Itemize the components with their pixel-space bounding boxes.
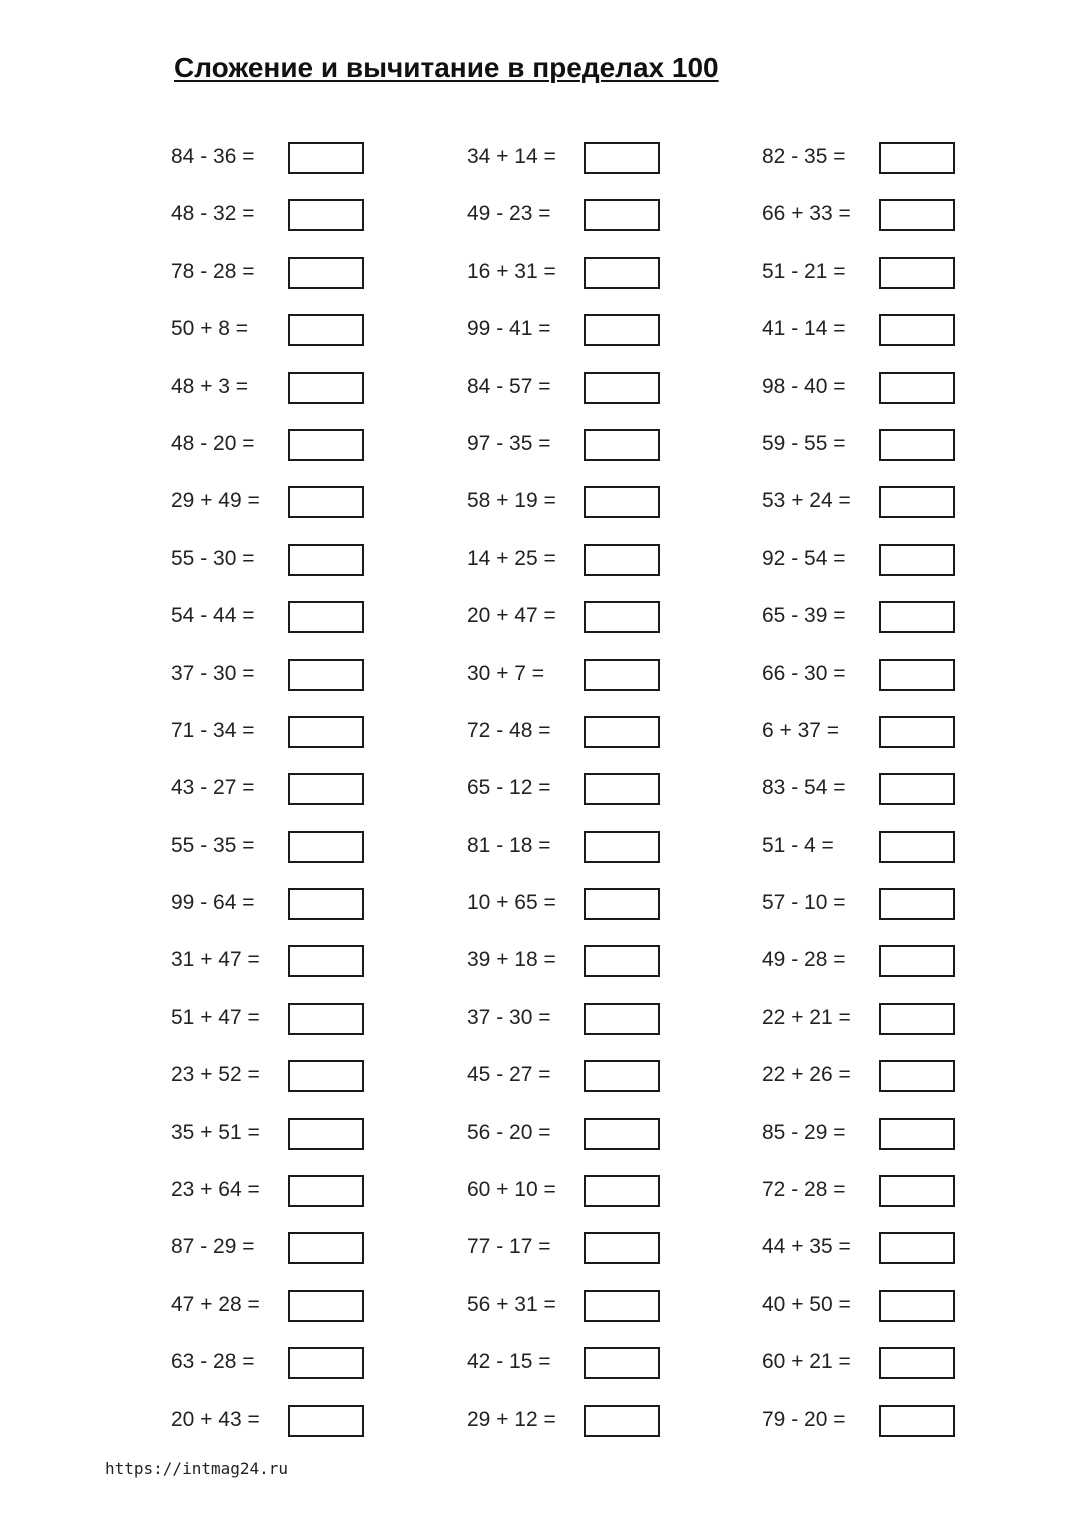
problem-item: [171, 772, 371, 804]
problem-item: [467, 543, 667, 575]
problem-row: [171, 543, 971, 600]
answer-box[interactable]: [879, 257, 955, 289]
answer-box[interactable]: [584, 257, 660, 289]
problem-row: [171, 830, 971, 887]
problem-expression: 39 + 18 =: [467, 948, 556, 972]
answer-box[interactable]: [584, 1175, 660, 1207]
problem-expression: 55 - 35 =: [171, 833, 255, 857]
answer-box[interactable]: [584, 1003, 660, 1035]
answer-box[interactable]: [879, 1003, 955, 1035]
answer-box[interactable]: [584, 945, 660, 977]
answer-box[interactable]: [288, 1003, 364, 1035]
problem-expression: 92 - 54 =: [762, 546, 846, 570]
problem-item: [762, 1231, 962, 1263]
problem-row: [171, 1346, 971, 1403]
problem-row: [171, 1174, 971, 1231]
problem-item: [762, 1289, 962, 1321]
problem-expression: 44 + 35 =: [762, 1235, 851, 1259]
problem-row: [171, 1289, 971, 1346]
problem-item: [762, 1117, 962, 1149]
problem-expression: 48 + 3 =: [171, 374, 249, 398]
problem-grid: [171, 141, 971, 1461]
problem-item: [467, 658, 667, 690]
problem-item: [171, 485, 371, 517]
problem-item: [467, 1346, 667, 1378]
answer-box[interactable]: [879, 142, 955, 174]
problem-item: [762, 1174, 962, 1206]
answer-box[interactable]: [288, 1232, 364, 1264]
answer-box[interactable]: [584, 888, 660, 920]
problem-item: [171, 1289, 371, 1321]
answer-box[interactable]: [288, 199, 364, 231]
problem-expression: 23 + 52 =: [171, 1063, 260, 1087]
problem-expression: 48 - 32 =: [171, 202, 255, 226]
problem-row: [171, 772, 971, 829]
answer-box[interactable]: [584, 1347, 660, 1379]
problem-item: [171, 1117, 371, 1149]
answer-box[interactable]: [879, 199, 955, 231]
problem-expression: 51 + 47 =: [171, 1005, 260, 1029]
problem-item: [171, 1002, 371, 1034]
problem-item: [467, 1404, 667, 1436]
problem-item: [171, 1231, 371, 1263]
problem-row: [171, 715, 971, 772]
answer-box[interactable]: [584, 716, 660, 748]
problem-expression: 56 + 31 =: [467, 1292, 556, 1316]
problem-item: [467, 1002, 667, 1034]
problem-row: [171, 198, 971, 255]
problem-row: [171, 1059, 971, 1116]
problem-row: [171, 313, 971, 370]
problem-item: [171, 1346, 371, 1378]
answer-box[interactable]: [288, 1175, 364, 1207]
answer-box[interactable]: [879, 773, 955, 805]
answer-box[interactable]: [879, 888, 955, 920]
problem-item: [762, 600, 962, 632]
answer-box[interactable]: [584, 1060, 660, 1092]
problem-item: [171, 1404, 371, 1436]
problem-expression: 84 - 57 =: [467, 374, 551, 398]
problem-item: [762, 256, 962, 288]
problem-item: [467, 715, 667, 747]
problem-item: [171, 198, 371, 230]
answer-box[interactable]: [879, 1060, 955, 1092]
problem-item: [762, 658, 962, 690]
problem-item: [762, 1404, 962, 1436]
problem-expression: 71 - 34 =: [171, 718, 255, 742]
problem-expression: 78 - 28 =: [171, 259, 255, 283]
problem-expression: 56 - 20 =: [467, 1120, 551, 1144]
problem-item: [762, 830, 962, 862]
answer-box[interactable]: [584, 314, 660, 346]
answer-box[interactable]: [288, 831, 364, 863]
problem-item: [467, 1059, 667, 1091]
problem-expression: 51 - 21 =: [762, 259, 846, 283]
answer-box[interactable]: [584, 659, 660, 691]
problem-row: [171, 1117, 971, 1174]
answer-box[interactable]: [879, 945, 955, 977]
problem-item: [762, 485, 962, 517]
problem-item: [467, 485, 667, 517]
problem-item: [171, 256, 371, 288]
problem-item: [762, 1346, 962, 1378]
answer-box[interactable]: [584, 372, 660, 404]
answer-box[interactable]: [879, 831, 955, 863]
answer-box[interactable]: [288, 314, 364, 346]
problem-expression: 66 - 30 =: [762, 661, 846, 685]
problem-expression: 29 + 12 =: [467, 1407, 556, 1431]
problem-item: [762, 371, 962, 403]
problem-expression: 48 - 20 =: [171, 431, 255, 455]
problem-expression: 55 - 30 =: [171, 546, 255, 570]
problem-expression: 83 - 54 =: [762, 776, 846, 800]
problem-item: [762, 715, 962, 747]
problem-expression: 20 + 43 =: [171, 1407, 260, 1431]
problem-expression: 54 - 44 =: [171, 604, 255, 628]
answer-box[interactable]: [288, 888, 364, 920]
answer-box[interactable]: [288, 773, 364, 805]
problem-item: [467, 1117, 667, 1149]
problem-expression: 66 + 33 =: [762, 202, 851, 226]
answer-box[interactable]: [288, 1290, 364, 1322]
problem-expression: 65 - 12 =: [467, 776, 551, 800]
problem-item: [467, 830, 667, 862]
problem-expression: 14 + 25 =: [467, 546, 556, 570]
answer-box[interactable]: [288, 659, 364, 691]
problem-item: [467, 371, 667, 403]
source-url: https://intmag24.ru: [105, 1459, 289, 1478]
problem-item: [467, 256, 667, 288]
problem-expression: 59 - 55 =: [762, 431, 846, 455]
problem-row: [171, 600, 971, 657]
answer-box[interactable]: [288, 601, 364, 633]
problem-expression: 58 + 19 =: [467, 489, 556, 513]
problem-row: [171, 658, 971, 715]
problem-item: [762, 887, 962, 919]
problem-item: [762, 198, 962, 230]
problem-row: [171, 944, 971, 1001]
problem-expression: 31 + 47 =: [171, 948, 260, 972]
problem-item: [762, 141, 962, 173]
problem-expression: 6 + 37 =: [762, 718, 840, 742]
problem-item: [171, 371, 371, 403]
problem-expression: 10 + 65 =: [467, 891, 556, 915]
answer-box[interactable]: [288, 716, 364, 748]
page-title: Сложение и вычитание в пределах 100: [174, 52, 719, 83]
answer-box[interactable]: [879, 1175, 955, 1207]
answer-box[interactable]: [584, 544, 660, 576]
answer-box[interactable]: [288, 372, 364, 404]
answer-box[interactable]: [584, 1405, 660, 1437]
problem-expression: 34 + 14 =: [467, 145, 556, 168]
problem-item: [762, 1002, 962, 1034]
problem-row: [171, 141, 971, 198]
problem-expression: 23 + 64 =: [171, 1178, 260, 1202]
answer-box[interactable]: [879, 1405, 955, 1437]
problem-expression: 77 - 17 =: [467, 1235, 551, 1259]
problem-expression: 79 - 20 =: [762, 1407, 846, 1431]
problem-expression: 85 - 29 =: [762, 1120, 846, 1144]
problem-item: [171, 543, 371, 575]
answer-box[interactable]: [584, 601, 660, 633]
problem-expression: 84 - 36 =: [171, 145, 255, 168]
problem-expression: 49 - 28 =: [762, 948, 846, 972]
answer-box[interactable]: [288, 1347, 364, 1379]
problem-item: [467, 944, 667, 976]
problem-item: [171, 141, 371, 173]
problem-expression: 29 + 49 =: [171, 489, 260, 513]
problem-row: [171, 1231, 971, 1288]
answer-box[interactable]: [879, 314, 955, 346]
problem-item: [171, 600, 371, 632]
answer-box[interactable]: [879, 486, 955, 518]
problem-expression: 97 - 35 =: [467, 431, 551, 455]
problem-expression: 57 - 10 =: [762, 891, 846, 915]
problem-item: [171, 1174, 371, 1206]
problem-expression: 99 - 64 =: [171, 891, 255, 915]
problem-expression: 22 + 21 =: [762, 1005, 851, 1029]
answer-box[interactable]: [288, 142, 364, 174]
answer-box[interactable]: [584, 1232, 660, 1264]
answer-box[interactable]: [288, 544, 364, 576]
problem-expression: 42 - 15 =: [467, 1350, 551, 1374]
answer-box[interactable]: [288, 1060, 364, 1092]
problem-expression: 53 + 24 =: [762, 489, 851, 513]
problem-row: [171, 1002, 971, 1059]
problem-item: [171, 715, 371, 747]
problem-expression: 30 + 7 =: [467, 661, 545, 685]
problem-row: [171, 428, 971, 485]
answer-box[interactable]: [879, 1232, 955, 1264]
problem-row: [171, 256, 971, 313]
problem-expression: 72 - 28 =: [762, 1178, 846, 1202]
problem-item: [762, 944, 962, 976]
problem-expression: 60 + 21 =: [762, 1350, 851, 1374]
problem-expression: 47 + 28 =: [171, 1292, 260, 1316]
answer-box[interactable]: [879, 601, 955, 633]
problem-item: [171, 887, 371, 919]
problem-item: [762, 1059, 962, 1091]
problem-expression: 41 - 14 =: [762, 317, 846, 341]
answer-box[interactable]: [288, 1118, 364, 1150]
answer-box[interactable]: [288, 945, 364, 977]
problem-expression: 50 + 8 =: [171, 317, 249, 341]
answer-box[interactable]: [584, 142, 660, 174]
problem-expression: 37 - 30 =: [171, 661, 255, 685]
answer-box[interactable]: [879, 544, 955, 576]
answer-box[interactable]: [288, 257, 364, 289]
answer-box[interactable]: [584, 1118, 660, 1150]
problem-item: [467, 198, 667, 230]
problem-item: [467, 600, 667, 632]
problem-expression: 43 - 27 =: [171, 776, 255, 800]
answer-box[interactable]: [879, 659, 955, 691]
problem-expression: 72 - 48 =: [467, 718, 551, 742]
problem-item: [171, 830, 371, 862]
problem-expression: 60 + 10 =: [467, 1178, 556, 1202]
answer-box[interactable]: [879, 1290, 955, 1322]
problem-expression: 22 + 26 =: [762, 1063, 851, 1087]
problem-item: [467, 428, 667, 460]
problem-item: [171, 313, 371, 345]
problem-item: [467, 141, 667, 173]
answer-box[interactable]: [879, 429, 955, 461]
problem-expression: 81 - 18 =: [467, 833, 551, 857]
problem-expression: 45 - 27 =: [467, 1063, 551, 1087]
problem-expression: 51 - 4 =: [762, 833, 834, 857]
problem-item: [171, 428, 371, 460]
problem-expression: 99 - 41 =: [467, 317, 551, 341]
problem-row: [171, 1404, 971, 1461]
problem-item: [467, 887, 667, 919]
problem-item: [467, 1174, 667, 1206]
problem-item: [171, 944, 371, 976]
problem-item: [762, 428, 962, 460]
answer-box[interactable]: [288, 486, 364, 518]
answer-box[interactable]: [288, 429, 364, 461]
problem-expression: 16 + 31 =: [467, 259, 556, 283]
problem-expression: 20 + 47 =: [467, 604, 556, 628]
problem-expression: 98 - 40 =: [762, 374, 846, 398]
answer-box[interactable]: [584, 773, 660, 805]
problem-expression: 87 - 29 =: [171, 1235, 255, 1259]
problem-item: [467, 1231, 667, 1263]
answer-box[interactable]: [584, 831, 660, 863]
problem-expression: 49 - 23 =: [467, 202, 551, 226]
problem-item: [467, 1289, 667, 1321]
problem-item: [762, 772, 962, 804]
answer-box[interactable]: [584, 1290, 660, 1322]
problem-row: [171, 485, 971, 542]
problem-expression: 65 - 39 =: [762, 604, 846, 628]
problem-expression: 40 + 50 =: [762, 1292, 851, 1316]
problem-expression: 35 + 51 =: [171, 1120, 260, 1144]
problem-item: [171, 658, 371, 690]
answer-box[interactable]: [584, 199, 660, 231]
problem-item: [467, 772, 667, 804]
problem-expression: 37 - 30 =: [467, 1005, 551, 1029]
answer-box[interactable]: [879, 716, 955, 748]
answer-box[interactable]: [879, 1347, 955, 1379]
problem-item: [762, 313, 962, 345]
answer-box[interactable]: [584, 429, 660, 461]
problem-expression: 82 - 35 =: [762, 145, 846, 168]
problem-item: [171, 1059, 371, 1091]
answer-box[interactable]: [288, 1405, 364, 1437]
problem-row: [171, 887, 971, 944]
problem-expression: 63 - 28 =: [171, 1350, 255, 1374]
answer-box[interactable]: [879, 372, 955, 404]
answer-box[interactable]: [584, 486, 660, 518]
problem-item: [762, 543, 962, 575]
problem-row: [171, 371, 971, 428]
answer-box[interactable]: [879, 1118, 955, 1150]
problem-item: [467, 313, 667, 345]
